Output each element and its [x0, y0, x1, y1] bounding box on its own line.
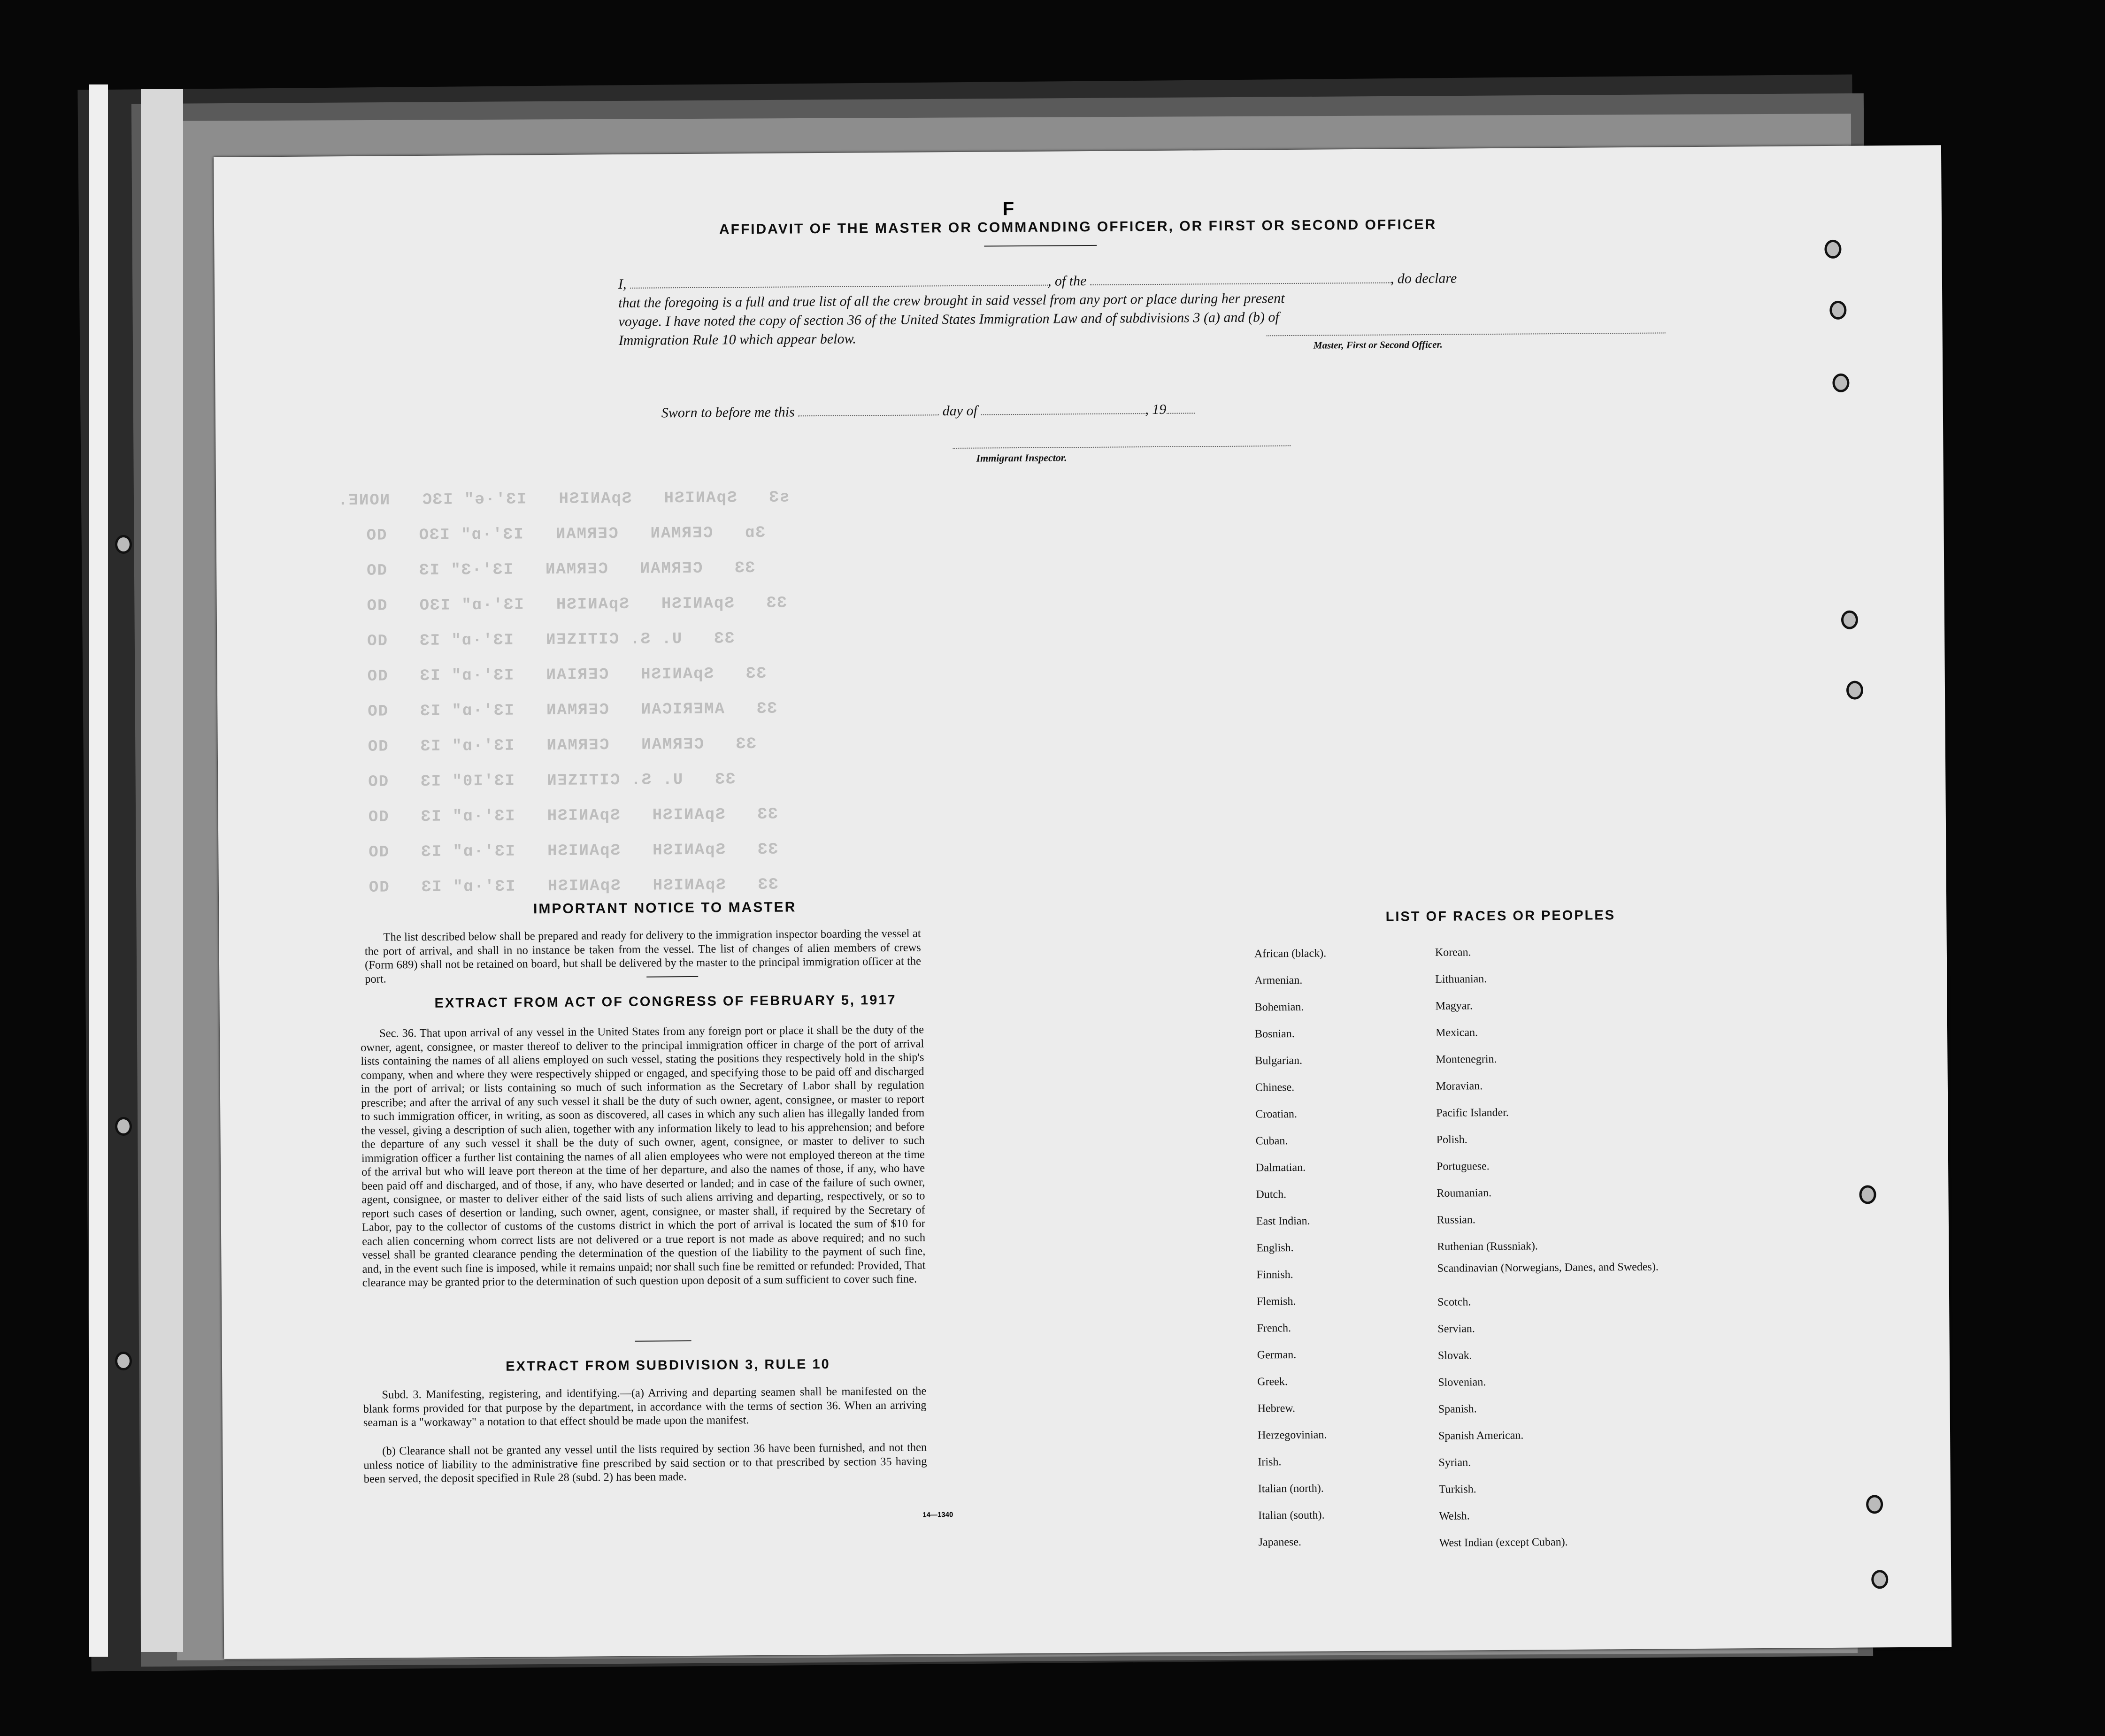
- master-signature-caption: Master, First or Second Officer.: [1313, 338, 1443, 351]
- rule-para-2: (b) Clearance shall not be granted any vessel until the lists required by section 36 have been furnished, and not then unless notice of liability to the administrative fine prescribed by said section or to that prescribed by section 35 having been served, the deposit specified in Rule 28 (subd. 2) has been made.: [363, 1441, 927, 1485]
- race-item: Montenegrin.: [1436, 1053, 1497, 1066]
- master-signature-line: [1267, 332, 1666, 336]
- race-item: Italian (north).: [1258, 1482, 1324, 1495]
- punch-hole: [1871, 1570, 1888, 1589]
- i-label: I,: [618, 276, 627, 292]
- affidavit-line1: [618, 271, 1457, 292]
- bleed-through-text: ОD ƐƖ "ɑ·'ƐƖ ИAIЯƎƆ HƧIИAqƧ ƐƐ: [367, 665, 768, 686]
- affidavit-line2: that the foregoing is a full and true list of all the crew brought in said vessel from any port or place during her present: [618, 291, 1285, 311]
- binder-hole: [115, 1352, 132, 1370]
- bleed-through-text: ОD ОƐƖ "ɑ·'ƐƖ ИAMЯƎƆ ИAMЯƎƆ ɑƐ: [366, 524, 767, 545]
- race-item: Pacific Islander.: [1436, 1106, 1509, 1119]
- race-item: East Indian.: [1256, 1215, 1310, 1228]
- race-item: Magyar.: [1435, 1000, 1473, 1012]
- race-item: Hebrew.: [1257, 1402, 1296, 1415]
- race-item: Scandinavian (Norwegians, Danes, and Swedes).: [1437, 1261, 1659, 1275]
- do-declare-label: , do declare: [1390, 270, 1457, 287]
- sworn-line: [661, 401, 1195, 421]
- inspector-signature-caption: Immigrant Inspector.: [976, 451, 1067, 464]
- rule-para-1: Subd. 3. Manifesting, registering, and identifying.—(a) Arriving and departing seamen shall be manifested on the blank forms provided for that purpose by the department, in accordance with the terms of section 36. When an arriving seaman is a "workaway" a notation to that effect should be made upon the manifest.: [363, 1384, 927, 1429]
- inspector-signature-line: [953, 445, 1291, 449]
- binding-strip: [89, 84, 108, 1657]
- race-item: Greek.: [1257, 1376, 1288, 1388]
- bleed-through-text: ОD ƐƖ "Ɛ·'ƐƖ ИAMЯƎƆ ИAMЯƎƆ ƐƐ: [367, 559, 756, 580]
- race-item: Armenian.: [1254, 974, 1303, 987]
- race-item: Turkish.: [1438, 1483, 1476, 1496]
- day-blank: [798, 414, 939, 416]
- form-number: 14—1340: [922, 1511, 953, 1519]
- race-item: Cuban.: [1255, 1135, 1288, 1147]
- rule-title: EXTRACT FROM SUBDIVISION 3, RULE 10: [506, 1356, 830, 1374]
- race-item: Chinese.: [1255, 1081, 1295, 1094]
- race-item: Syrian.: [1438, 1456, 1471, 1469]
- name-blank: [630, 285, 1048, 289]
- page-marker: F: [1002, 199, 1014, 220]
- act-title: EXTRACT FROM ACT OF CONGRESS OF FEBRUARY 5, 1917: [434, 992, 897, 1011]
- year-label: , 19: [1145, 401, 1167, 418]
- bleed-through-text: ОD ƐƖ "ɑ·'ƐƖ ИAMЯƎƆ ИAƆIЯƎMA ƐƐ: [368, 700, 778, 721]
- race-item: Portuguese.: [1436, 1160, 1490, 1173]
- race-item: Irish.: [1258, 1456, 1282, 1468]
- race-item: Slovenian.: [1438, 1376, 1486, 1389]
- punch-hole: [1859, 1185, 1876, 1204]
- race-item: Dalmatian.: [1255, 1161, 1306, 1174]
- punch-hole: [1829, 301, 1846, 320]
- race-item: Dutch.: [1256, 1188, 1287, 1201]
- affidavit-line4: Immigration Rule 10 which appear below.: [618, 331, 856, 348]
- notice-title: IMPORTANT NOTICE TO MASTER: [533, 899, 797, 917]
- race-item: African (black).: [1254, 947, 1327, 960]
- race-item: Scotch.: [1437, 1296, 1471, 1308]
- punch-hole: [1824, 240, 1841, 259]
- race-item: Korean.: [1435, 946, 1471, 959]
- punch-hole: [1841, 611, 1858, 629]
- bleed-through-text: .ƎИОИ ƆƐƖ "ə·'ƐƖ HƧIИAqƧ HƧIИAqƧ Ɛƨ: [338, 489, 791, 510]
- title-underline: [984, 245, 1097, 247]
- race-item: Ruthenian (Russniak).: [1437, 1240, 1538, 1253]
- race-item: Japanese.: [1258, 1536, 1302, 1549]
- race-item: Polish.: [1436, 1133, 1467, 1146]
- race-item: Lithuanian.: [1435, 973, 1487, 986]
- bleed-through-text: ОD ƐƖ "0Ɩ'ƐƖ ИƎZITIƆ .Ƨ .U ƐƐ: [368, 771, 737, 791]
- race-item: Flemish.: [1256, 1295, 1296, 1308]
- bleed-through-text: ОD ƐƖ "ɑ·'ƐƖ HƧIИAqƧ HƧIИAqƧ ƐƐ: [369, 876, 779, 897]
- race-item: Welsh.: [1439, 1510, 1470, 1522]
- race-item: Croatian.: [1255, 1108, 1298, 1121]
- race-item: German.: [1257, 1348, 1297, 1361]
- day-of-label: day of: [942, 403, 977, 419]
- act-text: Sec. 36. That upon arrival of any vessel in the United States from any foreign port or place it shall be the duty of the owner, agent, consignee, or master thereof to deliver to the principal immigration officer in charge of the port of arrival lists containing the names of all aliens employed on such vessel, stating the positions they respectively hold in the ship's company, when and where they were respectively shipped or engaged, and specifying those to be paid off and discharged in the port of arrival; or lists containing so much of such information as the Secretary of Labor shall by regulation prescribe; and after the arrival of any such vessel it shall be the duty of such owner, agent, consignee, or master to report to such immigration officer, in writing, as soon as discovered, all cases in which any such alien has illegally landed from the vessel, giving a description of such alien, together with any information likely to lead to his apprehension; and before the departure of any such vessel it shall be the duty of such owner, agent, consignee, or master to deliver to such immigration officer a further list containing the names of all alien employees who were not employed thereon at the time of the arrival but who will leave port thereon at the time of her departure, and also the names of those, if any, who have been paid off and discharged, and of those, if any, who have deserted or landed; and in case of the failure of such owner, agent, consignee, or master to deliver either of the said lists of such aliens arriving and departing, respectively, or so to report such cases of desertion or landing, such owner, agent, consignee, or master shall, if required by the Secretary of Labor, pay to the collector of customs of the customs district in which the port of arrival is located the sum of $10 for each alien concerning whom correct lists are not delivered or a true report is not made as above required; and no such vessel shall be granted clearance pending the determination of the question of the liability to the payment of such fine, and, in the event such fine is imposed, while it remains unpaid; nor shall such fine be remitted or refunded: Provided, That clearance may be granted prior to the determination of such question upon deposit of a sum sufficient to cover such fine.: [361, 1023, 926, 1289]
- race-item: West Indian (except Cuban).: [1439, 1536, 1568, 1549]
- race-item: Italian (south).: [1258, 1509, 1325, 1522]
- of-the-label: , of the: [1047, 273, 1087, 289]
- bleed-through-text: ОD ƐƖ "ɑ·'ƐƖ HƧIИAqƧ HƧIИAqƧ ƐƐ: [369, 841, 779, 862]
- race-item: Mexican.: [1435, 1026, 1478, 1039]
- act-divider: [635, 1340, 691, 1342]
- races-right-column: [1435, 938, 1665, 1557]
- punch-hole: [1846, 681, 1863, 699]
- bleed-through-text: ОD ƐƖ "ɑ·'ƐƖ ИAMЯƎƆ ИAMЯƎƆ ƐƐ: [368, 735, 757, 756]
- race-item: Finnish.: [1256, 1269, 1293, 1281]
- bleed-through-text: ОD ƐƖ "ɑ·'ƐƖ HƧIИAqƧ HƧIИAqƧ ƐƐ: [368, 805, 779, 826]
- binder-hole: [115, 535, 132, 554]
- race-item: English.: [1256, 1241, 1294, 1254]
- month-blank: [981, 413, 1145, 415]
- form-page: [214, 145, 1951, 1659]
- sworn-label: Sworn to before me this: [661, 404, 795, 421]
- bleed-through-text: ОD ОƐƖ "ɑ·'ƐƖ HƧIИAqƧ HƧIИAqƧ ƐƐ: [367, 594, 788, 615]
- race-item: Bulgarian.: [1255, 1054, 1303, 1067]
- race-item: Bosnian.: [1255, 1027, 1295, 1040]
- bleed-through-text: ОD ƐƖ "ɑ·'ƐƖ ИƎZITIƆ .Ƨ .U ƐƐ: [367, 630, 736, 650]
- race-item: Moravian.: [1436, 1080, 1483, 1093]
- affidavit-line3: voyage. I have noted the copy of section 36 of the United States Immigration Law and of subdivisions 3 (a) and (b) of: [618, 309, 1279, 329]
- vessel-blank: [1090, 283, 1391, 285]
- punch-hole: [1866, 1495, 1883, 1514]
- notice-text: The list described below shall be prepared and ready for delivery to the immigration inspector boarding the vessel at the port of arrival, and shall in no instance be taken from the vessel. The list of changes of alien members of crews (Form 689) shall not be retained on board, but shall be delivered by the master to the principal immigration officer at the port.: [364, 927, 922, 986]
- races-left-column: [1254, 940, 1437, 1556]
- races-title: LIST OF RACES OR PEOPLES: [1385, 908, 1616, 925]
- race-item: Bohemian.: [1254, 1001, 1304, 1014]
- punch-hole: [1832, 374, 1849, 392]
- race-item: Roumanian.: [1437, 1187, 1492, 1200]
- binder-hole: [115, 1117, 132, 1136]
- race-item: Spanish.: [1438, 1403, 1477, 1415]
- race-item: Servian.: [1437, 1323, 1475, 1335]
- race-item: French.: [1257, 1322, 1291, 1335]
- page-edge-strip: [141, 89, 183, 1652]
- race-item: Russian.: [1437, 1214, 1475, 1226]
- race-item: Spanish American.: [1438, 1429, 1524, 1442]
- race-item: Slovak.: [1437, 1349, 1472, 1362]
- race-item: Herzegovinian.: [1257, 1429, 1327, 1442]
- affidavit-title: AFFIDAVIT OF THE MASTER OR COMMANDING OFFICER, OR FIRST OR SECOND OFFICER: [719, 216, 1437, 237]
